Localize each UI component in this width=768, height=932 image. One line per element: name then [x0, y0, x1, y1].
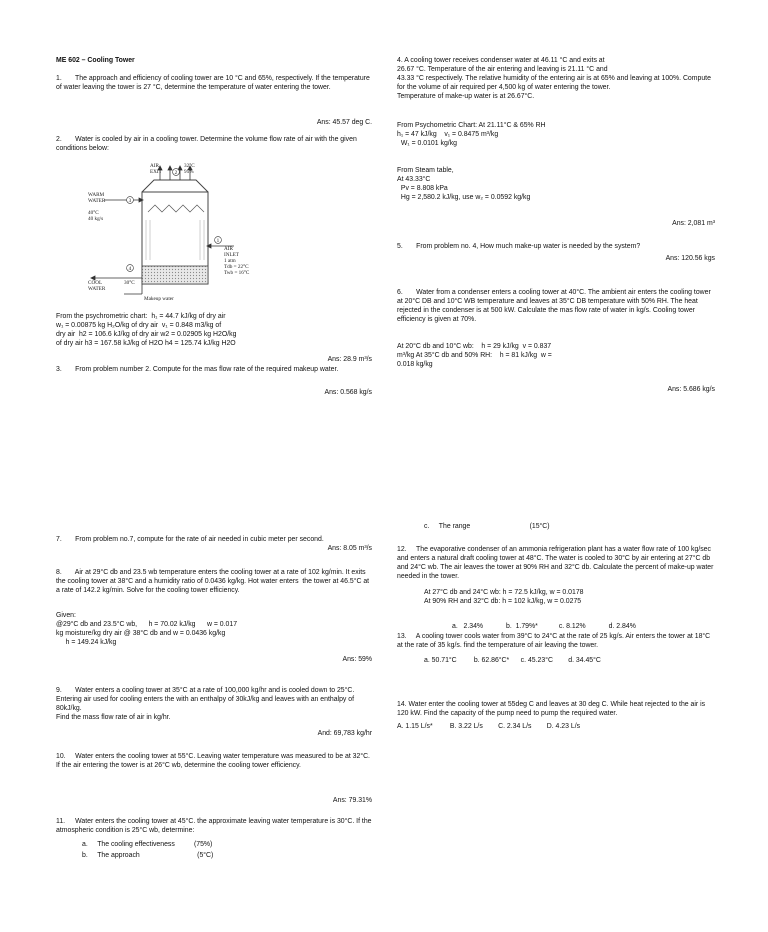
- problem-10-text: 10. Water enters the cooling tower at 55°C. Leaving water temperature was measured to be at 32°C. If the air entering the tower is at 26°C wb, determine the cooling tower efficiency.: [56, 753, 372, 770]
- air-exit-label: AIR: [150, 163, 159, 169]
- problem-8-given: Given: @29°C db and 23.5°C wb, h = 70.02 kJ/kg w = 0.017 kg moisture/kg dry air @ 38°C db and w = 0.0436 kg/kg h = 149.24 kJ/kg: [56, 612, 238, 647]
- cool-water-temp: 30°C: [124, 280, 135, 286]
- problem-11-part-c: c. The range (15°C): [424, 523, 550, 530]
- problem-11-text: 11. Water enters the cooling tower at 45°C. the approximate leaving water temperature is 30°C. If the atmospheric condition is 25°C wb, determine:: [56, 818, 374, 835]
- problem-4-answer: Ans: 2,081 m³: [672, 220, 715, 227]
- problem-6-answer: Ans: 5.686 kg/s: [667, 386, 715, 393]
- exit-rh: 95%: [184, 169, 194, 175]
- problem-12-data: At 27°C db and 24°C wb: h = 72.5 kJ/kg, w = 0.0178 At 90% RH and 32°C db: h = 102 kJ/kg, w = 0.0275: [424, 589, 584, 606]
- problem-14-choices: A. 1.15 L/s* B. 3.22 L/s C. 2.34 L/s D. 4.23 L/s: [397, 723, 581, 730]
- problem-11-part-a: a. The cooling effectiveness (75%): [82, 841, 213, 848]
- problem-2-answer: Ans: 28.9 m³/s: [327, 356, 372, 363]
- cooling-tower-diagram: [84, 160, 280, 304]
- cool-water-label-2: WATER: [88, 286, 106, 292]
- problem-1-answer: Ans: 45.57 deg C.: [316, 119, 372, 126]
- problem-4-text: 4. A cooling tower receives condenser water at 46.11 °C and exits at 26.67 °C. Temperature of the air entering and leaving is 21.11 °C and 43.33 °C respectively. The relative humidity of the entering air is at 65% and leaving at 100%. Compute for the volume of air required per 4,500 kg of water entering the tower. Temperature of make-up water is at 26.67°C.: [397, 57, 711, 101]
- warm-water-label-2: WATER: [88, 198, 106, 204]
- warm-water-label: WARM: [88, 192, 105, 198]
- problem-7-answer: Ans: 8.05 m³/s: [327, 545, 372, 552]
- problem-3-text: 3. From problem number 2. Compute for the mas flow rate of the required makeup water.: [56, 366, 339, 373]
- air-inlet-tdb: Tdb = 22°C: [224, 264, 249, 270]
- problem-12-choices: a. 2.34% b. 1.79%* c. 8.12% d. 2.84%: [452, 623, 636, 630]
- problem-3-answer: Ans: 0.568 kg/s: [324, 389, 372, 396]
- problem-9-answer: And: 69,783 kg/hr: [317, 730, 372, 737]
- problem-1-text: 1. The approach and efficiency of cooling tower are 10 °C and 65%, respectively. If the temperature of water leaving the tower is 27 °C, determine the temperature of water entering the tower.: [56, 75, 372, 92]
- node-1-label: 1: [216, 238, 220, 244]
- problem-7-text: 7. From problem no.7, compute for the rate of air needed in cubic meter per second.: [56, 536, 324, 543]
- node-4-label: 4: [128, 266, 132, 272]
- problem-5-text: 5. From problem no. 4, How much make-up water is needed by the system?: [397, 243, 641, 250]
- air-exit-label-2: EXIT: [150, 169, 162, 175]
- warm-water-flow: 40 kg/s: [88, 216, 104, 222]
- warm-water-temp: 40°C: [88, 210, 99, 216]
- problem-6-data: At 20°C db and 10°C wb: h = 29 kJ/kg v = 0.837 m³/kg At 35°C db and 50% RH: h = 81 kJ/kg w = 0.018 kg/kg: [397, 343, 552, 369]
- problem-4-steam-table: From Steam table, At 43.33°C Pv = 8.808 kPa Hg = 2,580.2 kJ/kg, use w₂ = 0.0592 kg/kg: [397, 167, 531, 202]
- problem-13-choices: a. 50.71°C b. 62.86°C* c. 45.23°C d. 34.45°C: [424, 657, 601, 664]
- problem-2-solution: From the psychrometric chart: h₁ = 44.7 kJ/kg of dry air w₁ = 0.00875 kg H₂O/kg of dry air v₁ = 0.848 m3/kg of dry air h2 = 106.6 kJ/kg of dry air w2 = 0.02905 kg H2O/kg of dry air h3 = 167.58 kJ/kg of H2O h4 = 125.74 kJ/kg H2O: [56, 313, 237, 348]
- problem-2-text: 2. Water is cooled by air in a cooling tower. Determine the volume flow rate of air with the given conditions below:: [56, 136, 359, 153]
- node-3-label: 3: [128, 198, 132, 204]
- makeup-water-label: Makeup water: [144, 296, 174, 302]
- problem-5-answer: Ans: 120.56 kgs: [665, 255, 715, 262]
- air-inlet-label: AIR: [224, 246, 233, 252]
- problem-9-text: 9. Water enters a cooling tower at 35°C at a rate of 100,000 kg/hr and is cooled down to 25°C. Entering air used for cooling enters the with an enthalpy of 30kJ/kg and leaves with an enthalpy of 80kJ/kg. Find the mass flow rate of air in kg/hr.: [56, 687, 355, 722]
- problem-4-psychrometric: From Psychometric Chart: At 21.11°C & 65% RH h₁ = 47 kJ/kg v₁ = 0.8475 m³/kg W₁ = 0.0101 kg/kg: [397, 122, 546, 148]
- problem-8-text: 8. Air at 29°C db and 23.5 wb temperature enters the cooling tower at a rate of 102 kg/min. It exits the cooling tower at 38°C and a humidity ratio of 0.0436 kg/kg. Hot water enters the tower at 46.5°C at a rate of 142.2 kg/min. Solve for the cooling tower efficiency.: [56, 569, 372, 595]
- problem-13-text: 13. A cooling tower cools water from 39°C to 24°C at the rate of 25 kg/s. Air enters the tower at 18°C at the rate of 35 kg/s. find the temperature of air leaving the tower.: [397, 633, 713, 650]
- cool-water-label: COOL: [88, 280, 103, 286]
- problem-10-answer: Ans: 79.31%: [332, 797, 372, 804]
- exit-temp: 32°C: [184, 163, 195, 169]
- air-inlet-pressure: 1 atm: [224, 258, 236, 264]
- air-inlet-twb: Twb = 16°C: [224, 270, 250, 276]
- node-2-label: 2: [174, 170, 178, 176]
- problem-11-part-b: b. The approach (5°C): [82, 852, 214, 859]
- problem-8-answer: Ans: 59%: [342, 656, 372, 663]
- problem-14-text: 14. Water enter the cooling tower at 55deg C and leaves at 30 deg C. While heat rejected to the air is 120 kW. Find the capacity of the pump need to pump the required water.: [397, 701, 708, 718]
- problem-12-text: 12. The evaporative condenser of an ammonia refrigeration plant has a water flow rate of 100 kg/sec and enters a natural draft cooling tower at 48°C. The water is cooled to 30°C by air entering at 27°C db and 24°C wb. The air leaves the tower at 90% RH and 32°C db. Calculate the percent of make-up water needed in the tower.: [397, 546, 716, 581]
- document-title: ME 602 – Cooling Tower: [56, 57, 135, 64]
- problem-6-text: 6. Water from a condenser enters a cooling tower at 40°C. The ambient air enters the cooling tower at 20°C DB and 10°C WB temperature and leaves at 35°C DB temperature with 50% RH. The heat rejected in the condenser is at 500 kW. Calculate the mas flow rate of water in kg/s. Cooling tower efficiency is given at 70%.: [397, 289, 713, 324]
- air-inlet-label-2: INLET: [224, 252, 239, 258]
